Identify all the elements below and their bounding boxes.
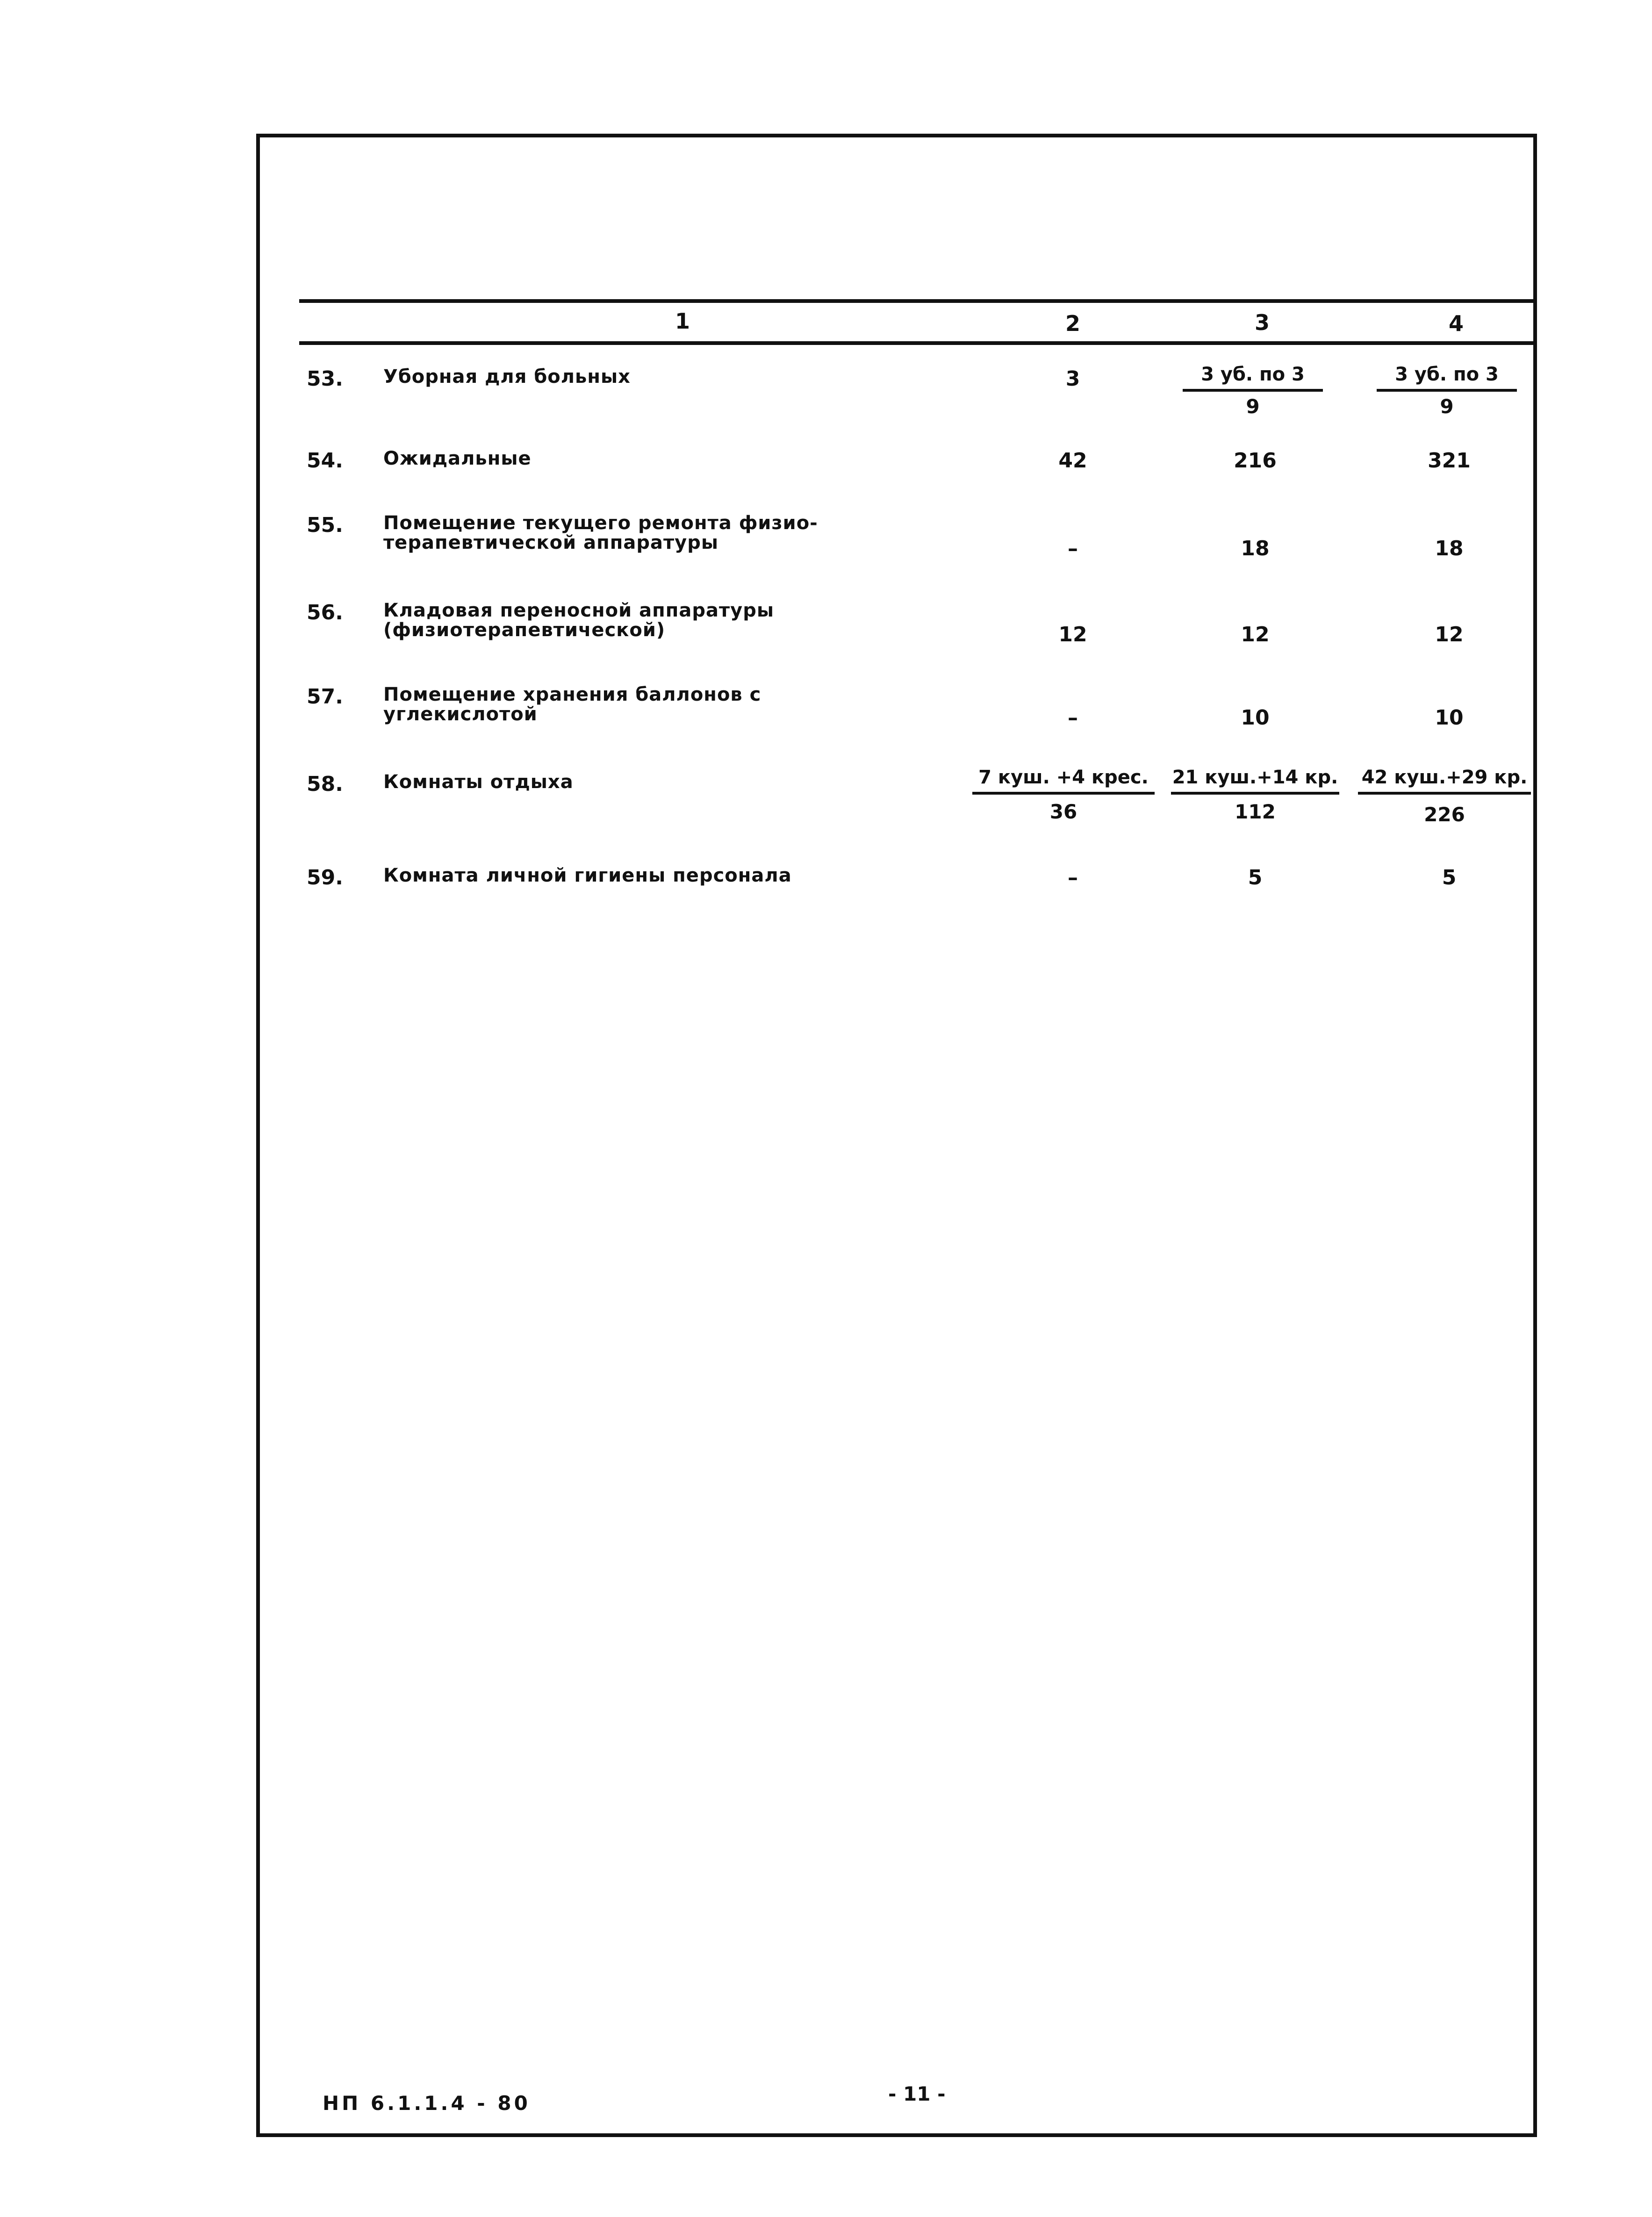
col2-value: – [1068, 866, 1078, 890]
col4-fraction-top: 42 куш.+29 кр. [1358, 767, 1531, 795]
col4-value: 5 [1442, 866, 1457, 890]
room-name-line: Помещение хранения баллонов с [383, 684, 761, 705]
column-header-1: 1 [675, 309, 690, 334]
col3-fraction-bottom: 112 [1235, 800, 1276, 823]
col3-value: 10 [1241, 706, 1270, 730]
room-name-line: Комнаты отдыха [383, 771, 574, 793]
row-number: 55. [307, 513, 343, 537]
col2-fraction-bottom: 36 [1049, 800, 1077, 823]
room-name [383, 449, 532, 468]
col4-fraction-bottom: 9 [1440, 395, 1454, 418]
row-number: 56. [307, 601, 343, 624]
room-name [383, 601, 774, 640]
room-name [383, 367, 631, 387]
room-name-line: Уборная для больных [383, 366, 631, 387]
col4-fraction-top: 3 уб. по 3 [1377, 364, 1517, 392]
row-number: 53. [307, 367, 343, 391]
col2-value: – [1068, 537, 1078, 560]
room-name-line: терапевтической аппаратуры [383, 532, 719, 553]
room-name [383, 685, 761, 724]
row-number: 54. [307, 449, 343, 473]
col3-fraction-top: 21 куш.+14 кр. [1171, 767, 1339, 795]
table-header-rule [299, 341, 1533, 345]
col2-fraction-top: 7 куш. +4 крес. [972, 767, 1155, 795]
column-header-3: 3 [1254, 310, 1270, 335]
col2-value: 3 [1065, 367, 1080, 391]
col2-value: 12 [1058, 623, 1087, 646]
room-name-line: Кладовая переносной аппаратуры [383, 600, 775, 621]
col2-value: 42 [1058, 449, 1087, 473]
room-name-line: (физиотерапевтической) [383, 619, 666, 641]
column-header-4: 4 [1448, 311, 1464, 336]
col3-value: 18 [1241, 537, 1270, 560]
page-number: - 11 - [888, 2082, 946, 2105]
room-name-line: Помещение текущего ремонта физио- [383, 512, 818, 534]
row-number: 57. [307, 685, 343, 709]
room-name-line: Комната личной гигиены персонала [383, 865, 792, 886]
room-name-line: углекислотой [383, 703, 538, 725]
col3-value: 5 [1248, 866, 1263, 890]
room-name [383, 772, 574, 792]
col4-value: 10 [1435, 706, 1464, 730]
page-frame [256, 134, 1537, 2137]
document-code: НП 6.1.1.4 - 80 [323, 2092, 531, 2115]
column-header-2: 2 [1065, 311, 1080, 336]
room-name-line: Ожидальные [383, 448, 532, 469]
room-name [383, 866, 792, 885]
col3-value: 216 [1234, 449, 1277, 473]
col3-value: 12 [1241, 623, 1270, 646]
room-name [383, 513, 818, 552]
col3-fraction-bottom: 9 [1246, 395, 1260, 418]
table-top-rule [299, 299, 1533, 303]
col4-value: 321 [1428, 449, 1471, 473]
col4-value: 18 [1435, 537, 1464, 560]
col4-fraction-bottom: 226 [1424, 803, 1465, 826]
col4-value: 12 [1435, 623, 1464, 646]
row-number: 58. [307, 772, 343, 796]
row-number: 59. [307, 866, 343, 890]
col2-value: – [1068, 706, 1078, 730]
col3-fraction-top: 3 уб. по 3 [1183, 364, 1323, 392]
